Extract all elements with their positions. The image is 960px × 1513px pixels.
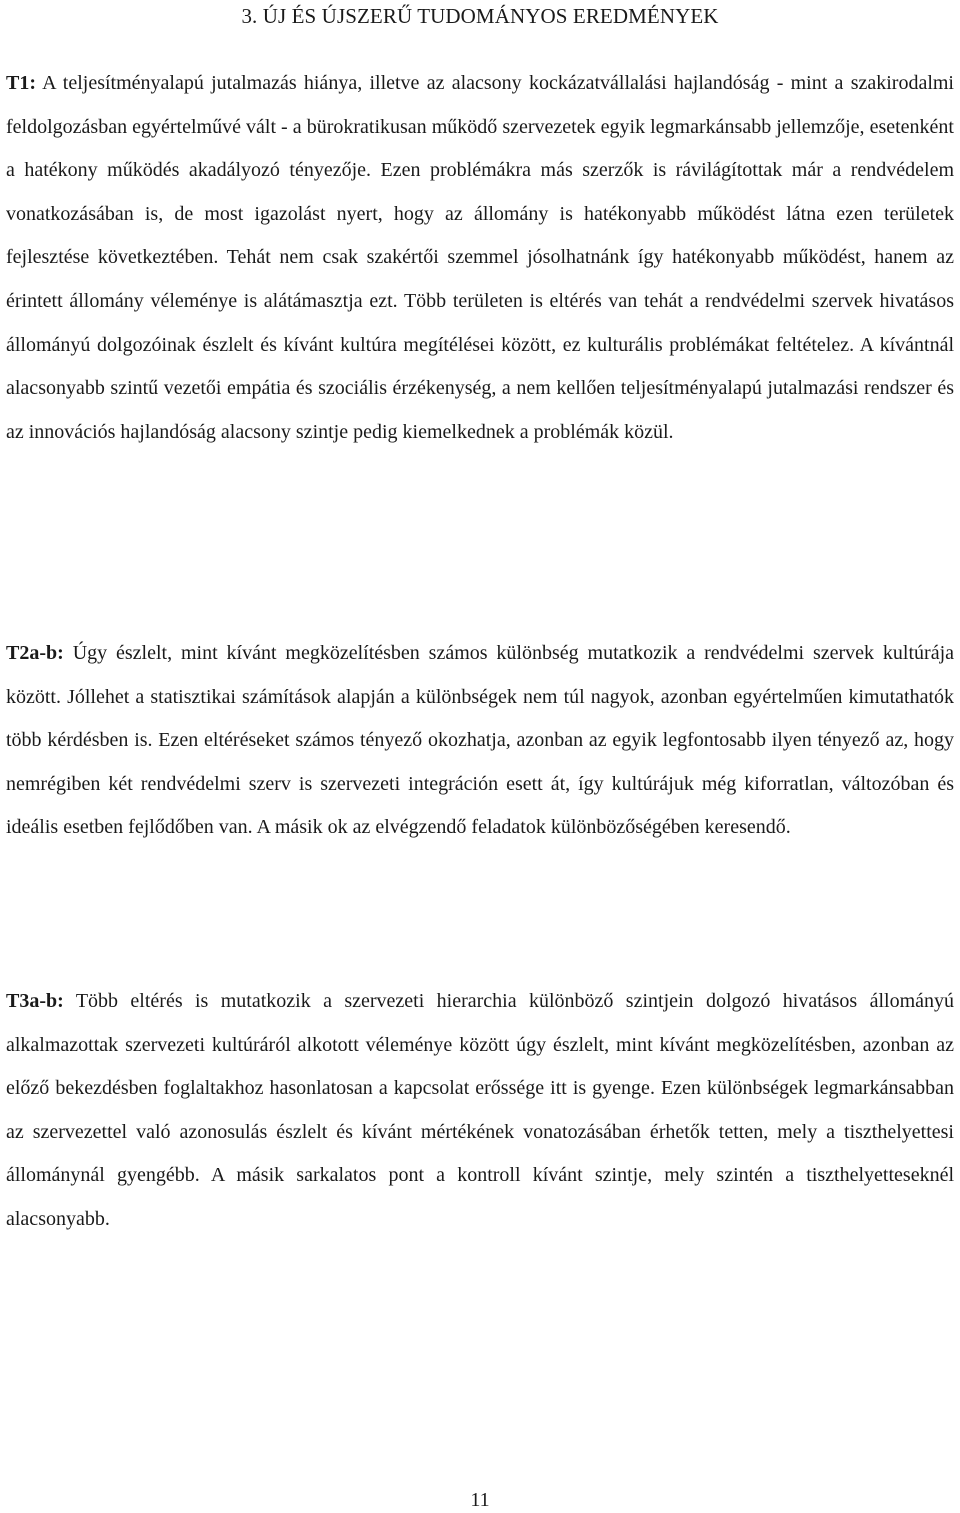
paragraph-label: T3a-b:: [6, 990, 64, 1012]
paragraph-t2: [6, 632, 954, 850]
paragraph-text: A teljesítményalapú jutalmazás hiánya, illetve az alacsony kockázatvállalási hajlandóság - mint a szakirodalmi feldolgozásban egyértelművé vált - a bürokratikusan működő szervezetek egyik legmarkánsabb jellemzője, esetenként a hatékony működés akadályozó tényezője. Ezen problémákra más szerzők is rávilágítottak már a rendvédelem vonatkozásában is, de most igazolást nyert, hogy az állomány is hatékonyabb működést látna ezen területek fejlesztése következtében. Tehát nem csak szakértői szemmel jósolhatnánk így hatékonyabb működést, hanem az érintett állomány véleménye is alátámasztja ezt. Több területen is eltérés van tehát a rendvédelmi szervek hivatásos állományú dolgozóinak észlelt és kívánt kultúra megítélései között, ez kulturális problémákat feltételez. A kívántnál alacsonyabb szintű vezetői empátia és szociális érzékenység, a nem kellően teljesítményalapú jutalmazási rendszer és az innovációs hajlandóság alacsony szintje pedig kiemelkednek a problémák közül.: [6, 72, 954, 443]
paragraph-text: Több eltérés is mutatkozik a szervezeti hierarchia különböző szintjein dolgozó hivatásos állományú alkalmazottak szervezeti kultúráról alkotott véleménye között úgy észlelt, mint kívánt megközelítésben, azonban az előző bekezdésben foglaltakhoz hasonlatosan a kapcsolat erőssége itt is gyenge. Ezen különbségek legmarkánsabban az szervezettel való azonosulás észlelt és kívánt mértékének vonatozásában érhetők tetten, mely a tiszthelyettesi állománynál gyengébb. A másik sarkalatos pont a kontroll kívánt szintje, mely szintén a tiszthelyetteseknél alacsonyabb.: [6, 990, 954, 1230]
document-page: [6, 0, 954, 1513]
paragraph-label: T1:: [6, 72, 36, 94]
paragraph-label: T2a-b:: [6, 642, 64, 664]
page-number: 11: [470, 1489, 490, 1511]
section-heading: 3. ÚJ ÉS ÚJSZERŰ TUDOMÁNYOS EREDMÉNYEK: [241, 4, 719, 28]
paragraph-t1: [6, 62, 954, 454]
paragraph-text: Úgy észlelt, mint kívánt megközelítésben számos különbség mutatkozik a rendvédelmi szervek kultúrája között. Jóllehet a statisztikai számítások alapján a különbségek nem túl nagyok, azonban egyértelműen kimutathatók több kérdésben is. Ezen eltéréseket számos tényező okozhatja, azonban az egyik legfontosabb ilyen tényező az, hogy nemrégiben két rendvédelmi szerv is szervezeti integráción esett át, így kultúrájuk még kiforratlan, változóban és ideális esetben fejlődőben van. A másik ok az elvégzendő feladatok különbözőségében keresendő.: [6, 642, 955, 839]
paragraph-t3: [6, 980, 954, 1242]
